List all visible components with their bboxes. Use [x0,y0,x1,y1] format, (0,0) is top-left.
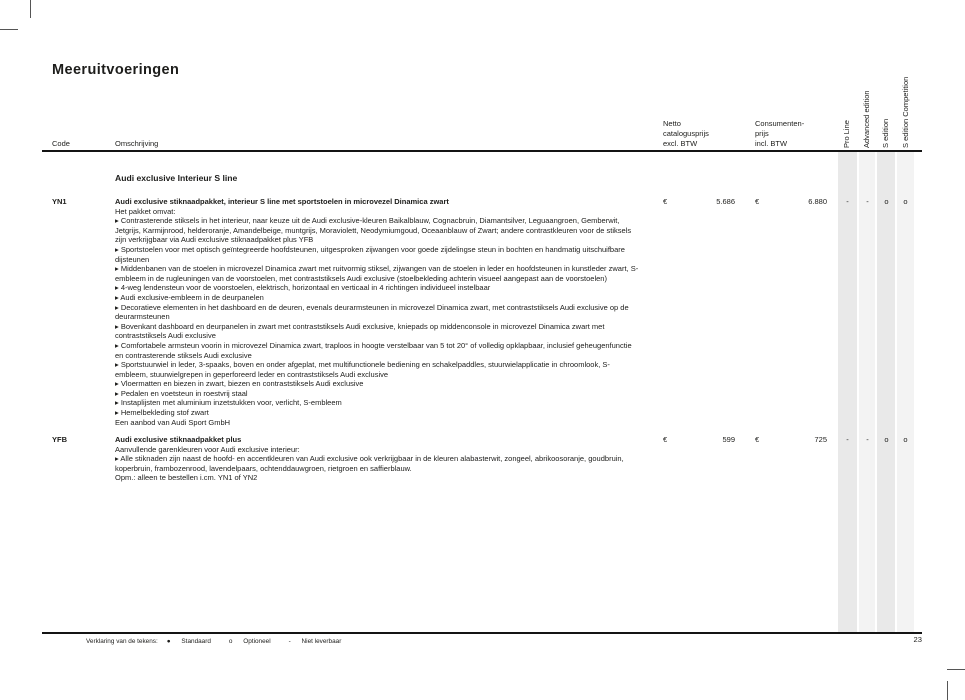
table-row [0,435,965,495]
bullet-line: ▸ Instaplijsten met aluminium inzetstukken voor, verlicht, S-embleem [115,398,342,408]
table-row [0,197,965,435]
option-bullet-list [115,454,642,473]
column-header-s-edition: S edition [881,118,890,148]
option-bullet-list [115,216,642,417]
bullet-line: ▸ Middenbanen van de stoelen in microvezel Dinamica zwart met ruitvormig stiksel, zijwangen van de stoelen in leder en hoofdsteunen in kunstleder zwart, S-embleem in de rugleuningen van de voorstoelen, met contraststiksels Audi exclusive (stoelbekleding achterin visueel aangepast aan de voorstoelen) [115,264,639,283]
availability-s-edition-competition: o [903,197,908,206]
crop-mark-top-left-vertical [30,0,31,18]
consumer-price-line: prijs [755,128,769,138]
table-header-rule [42,150,922,152]
not-available-text: Niet leverbaar [301,638,342,645]
bullet-line: ▸ Contrasterende stiksels in het interieur, naar keuze uit de Audi exclusive-kleuren Baikalblauw, Cognacbruin, Diamantsilver, Leguaangroen, Gemberwit, Jetgrijs, Karmijnrood, helderoranje, Amandelbeige, muntgrijs, Moraviolett, Neodymiumgoud, Oceaanblauw of Zwart; andere contrastkleuren voor de stiksels zijn verkrijgbaar via Audi exclusive stiknaadpakket plus YFB [115,216,632,245]
footer-rule [42,632,922,634]
column-header-description: Omschrijving [115,139,159,148]
optional-text: Optioneel [243,638,271,645]
bullet-line: ▸ Alle stiknaden zijn naast de hoofd- en accentkleuren van Audi exclusive ook verkrijgbaar in de kleuren alabasterwit, zongeel, abrikoosoranje, goudbruin, koperbruin, frambozenrood, lavendelpaars, ochtenddauwgroen, rietgroen en saffierblauw. [115,454,624,473]
crop-mark-bottom-right-horizontal [947,669,965,670]
column-header-code: Code [52,139,70,148]
not-available-symbol: - [288,638,291,645]
bullet-line: ▸ Pedalen en voetsteun in roestvrij staal [115,388,248,398]
currency-symbol: € [663,435,668,444]
option-intro: Aanvullende garenkleuren voor Audi exclusive interieur: [115,444,300,454]
bullet-line: ▸ Decoratieve elementen in het dashboard en de deuren, evenals deurarmsteunen in microvezel Dinamica zwart, met contraststiksels Audi exclusive op de deurarmsteunen [115,302,629,322]
availability-pro-line: - [846,197,849,206]
bullet-line: ▸ Audi exclusive-embleem in de deurpanelen [115,292,264,302]
option-outro: Een aanbod van Audi Sport GmbH [115,417,231,427]
bullet-line: ▸ Comfortabele armsteun voorin in microvezel Dinamica zwart, traploos in hoogte verstelbaar van 5 tot 20° of volledig opklapbaar, inclusief geheugenfunctie en contrasterende stiksels Audi exclusive [115,340,632,360]
bullet-line: ▸ Hemelbekleding stof zwart [115,408,209,418]
column-header-consumer-price [755,119,804,148]
bullet-line: ▸ Bovenkant dashboard en deurpanelen in zwart met contraststiksels Audi exclusive, kniepads op middenconsole in microvezel Dinamica zwart met contraststiksels Audi exclusive [115,321,605,341]
option-description [115,197,642,427]
availability-advanced-edition: - [866,197,869,206]
standard-symbol: ● [166,638,171,645]
availability-s-edition-competition: o [903,435,908,444]
bullet-line: ▸ Sportstuurwiel in leder, 3-spaaks, boven en onder afgeplat, met multifunctionele bediening en schakelpaddles, stuurwielapplicatie in chroomlook, S-embleem, stuurwielgrepen in geperforeerd leder en contraststiksels Audi exclusive [115,360,610,379]
consumer-price-value: 6.880 [808,197,827,206]
availability-s-edition: o [884,435,889,444]
option-intro: Het pakket omvat: [115,206,176,216]
column-header-advanced-edition: Advanced edition [862,90,871,148]
column-header-net-price [663,119,709,148]
currency-symbol: € [663,197,668,206]
currency-symbol: € [755,197,760,206]
consumer-price-line: incl. BTW [755,138,788,148]
column-header-pro-line: Pro Line [842,120,851,148]
availability-advanced-edition: - [866,435,869,444]
standard-text: Standaard [181,638,211,645]
availability-s-edition: o [884,197,889,206]
page-title: Meeruitvoeringen [52,62,180,78]
net-price-value: 599 [722,435,735,444]
legend-optional [229,638,280,645]
option-outro: Opm.: alleen te bestellen i.cm. YN1 of YN2 [115,473,258,483]
consumer-price-value: 725 [814,435,827,444]
availability-pro-line: - [846,435,849,444]
option-description [115,435,642,483]
bullet-line: ▸ Vloermatten en biezen in zwart, biezen en contraststiksels Audi exclusive [115,379,364,389]
option-code: YFB [52,435,67,444]
option-code: YN1 [52,197,67,206]
net-price-line: catalogusprijs [663,128,709,138]
net-price-line: excl. BTW [663,138,698,148]
net-price-line: Netto [663,119,681,128]
crop-mark-top-left-horizontal [0,29,18,30]
net-price-value: 5.686 [716,197,735,206]
section-title: Audi exclusive Interieur S line [115,173,238,183]
currency-symbol: € [755,435,760,444]
bullet-line: ▸ 4-weg lendensteun voor de voorstoelen, elektrisch, horizontaal en verticaal in 4 richtingen individueel instelbaar [115,283,491,293]
page-number: 23 [913,635,922,644]
optional-symbol: o [228,638,233,645]
legend-standard [167,638,220,645]
column-header-s-edition-competition: S edition Competition [901,76,910,148]
legend [86,638,359,645]
legend-not-available [289,638,351,645]
consumer-price-line: Consumenten- [755,119,805,128]
crop-mark-bottom-right-vertical [947,681,948,700]
option-title: Audi exclusive stiknaadpakket plus [115,435,242,444]
legend-label: Verklaring van de tekens: [86,638,158,645]
option-title: Audi exclusive stiknaadpakket, interieur S line met sportstoelen in microvezel Dinamica zwart [115,197,449,206]
bullet-line: ▸ Sportstoelen voor met optisch geïntegreerde hoofdsteunen, uitgesproken zijwangen voor goede zijdelingse steun in bochten en handmatig uitschuifbare dijsteunen [115,244,625,264]
